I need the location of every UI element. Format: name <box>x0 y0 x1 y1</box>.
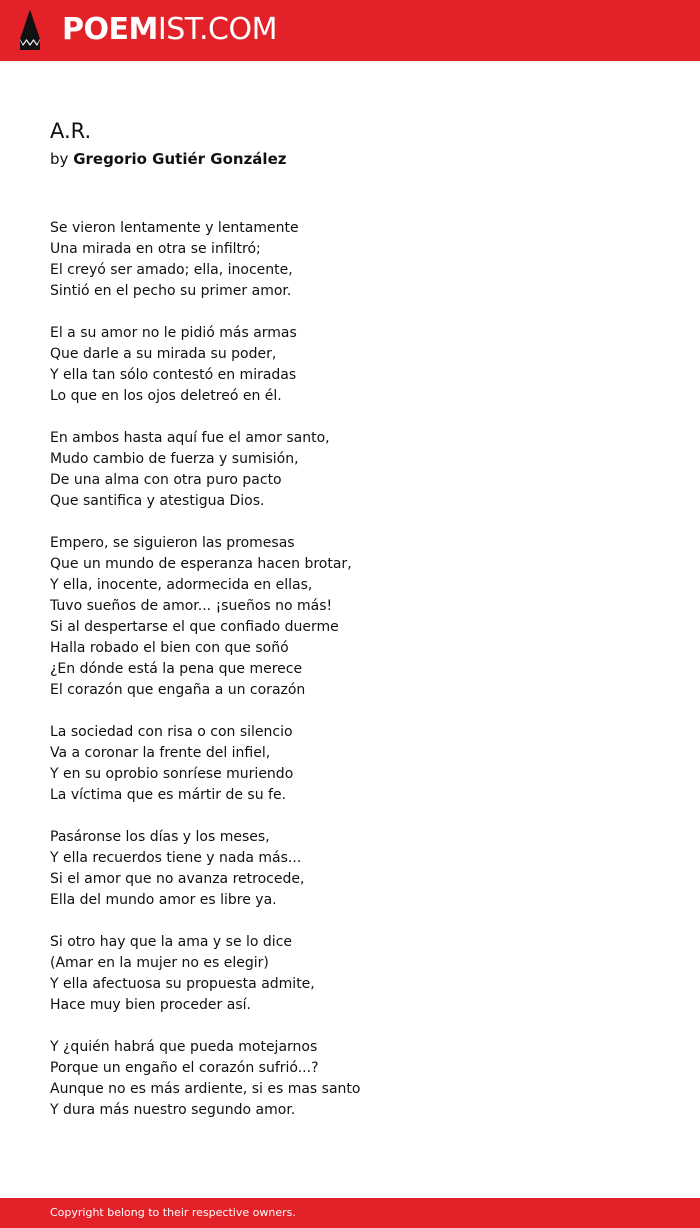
logo-bold-text: POEM <box>62 12 158 47</box>
poem-line: Ella del mundo amor es libre ya. <box>50 892 277 908</box>
copyright-text: Copyright belong to their respective owners. <box>50 1206 296 1219</box>
poem-title: A.R. <box>50 119 92 143</box>
poem-line: Sintió en el pecho su primer amor. <box>50 283 292 299</box>
site-footer <box>0 1198 700 1228</box>
poem-line: (Amar en la mujer no es elegir) <box>50 955 269 971</box>
poem-stanza <box>50 218 650 302</box>
poem-line: Y ¿quién habrá que pueda motejarnos <box>50 1039 318 1055</box>
poem-line: Si el amor que no avanza retrocede, <box>50 871 305 887</box>
poem-line: Una mirada en otra se infiltró; <box>50 241 261 257</box>
poem-line: El corazón que engaña a un corazón <box>50 682 306 698</box>
poem-stanza <box>50 323 650 407</box>
poem-line: Y ella afectuosa su propuesta admite, <box>50 976 315 992</box>
poem-author: Gregorio Gutiér González <box>73 150 287 168</box>
poem-line: Que un mundo de esperanza hacen brotar, <box>50 556 352 572</box>
poem-line: Aunque no es más ardiente, si es mas santo <box>50 1081 361 1097</box>
poem-line: Halla robado el bien con que soñó <box>50 640 289 656</box>
poem-line: Y en su oprobio sonríese muriendo <box>50 766 294 782</box>
poem-line: Va a coronar la frente del infiel, <box>50 745 271 761</box>
poem-stanza <box>50 932 650 1016</box>
poem-line: Que santifica y atestigua Dios. <box>50 493 265 509</box>
by-label: by <box>50 150 69 168</box>
poem-line: Lo que en los ojos deletreó en él. <box>50 388 282 404</box>
poem-line: Y ella recuerdos tiene y nada más... <box>50 850 302 866</box>
poem-line: Pasáronse los días y los meses, <box>50 829 270 845</box>
poem-line: Si al despertarse el que confiado duerme <box>50 619 339 635</box>
poem-body <box>50 218 650 1142</box>
logo-rest-text: IST.COM <box>157 12 277 47</box>
poem-stanza <box>50 1037 650 1121</box>
poem-line: Mudo cambio de fuerza y sumisión, <box>50 451 299 467</box>
poem-line: Y ella tan sólo contestó en miradas <box>50 367 297 383</box>
site-header <box>0 0 700 61</box>
poem-stanza <box>50 533 650 701</box>
poem-stanza <box>50 827 650 911</box>
poem-line: Y ella, inocente, adormecida en ellas, <box>50 577 313 593</box>
poem-line: Tuvo sueños de amor... ¡sueños no más! <box>50 598 333 614</box>
poem-line: El a su amor no le pidió más armas <box>50 325 297 341</box>
poem-line: La sociedad con risa o con silencio <box>50 724 293 740</box>
poem-line: En ambos hasta aquí fue el amor santo, <box>50 430 330 446</box>
poem-byline <box>50 148 286 170</box>
poem-line: El creyó ser amado; ella, inocente, <box>50 262 293 278</box>
poem-line: Que darle a su mirada su poder, <box>50 346 277 362</box>
poem-line: Se vieron lentamente y lentamente <box>50 220 299 236</box>
poem-line: Porque un engaño el corazón sufrió...? <box>50 1060 319 1076</box>
poem-stanza <box>50 428 650 512</box>
poem-line: La víctima que es mártir de su fe. <box>50 787 287 803</box>
site-logo[interactable] <box>62 11 277 49</box>
poem-line: Si otro hay que la ama y se lo dice <box>50 934 293 950</box>
poem-line: Empero, se siguieron las promesas <box>50 535 295 551</box>
poem-line: Y dura más nuestro segundo amor. <box>50 1102 296 1118</box>
pencil-tip-icon[interactable] <box>18 9 42 51</box>
poem-line: De una alma con otra puro pacto <box>50 472 282 488</box>
poem-line: Hace muy bien proceder así. <box>50 997 251 1013</box>
poem-line: ¿En dónde está la pena que merece <box>50 661 303 677</box>
poem-stanza <box>50 722 650 806</box>
